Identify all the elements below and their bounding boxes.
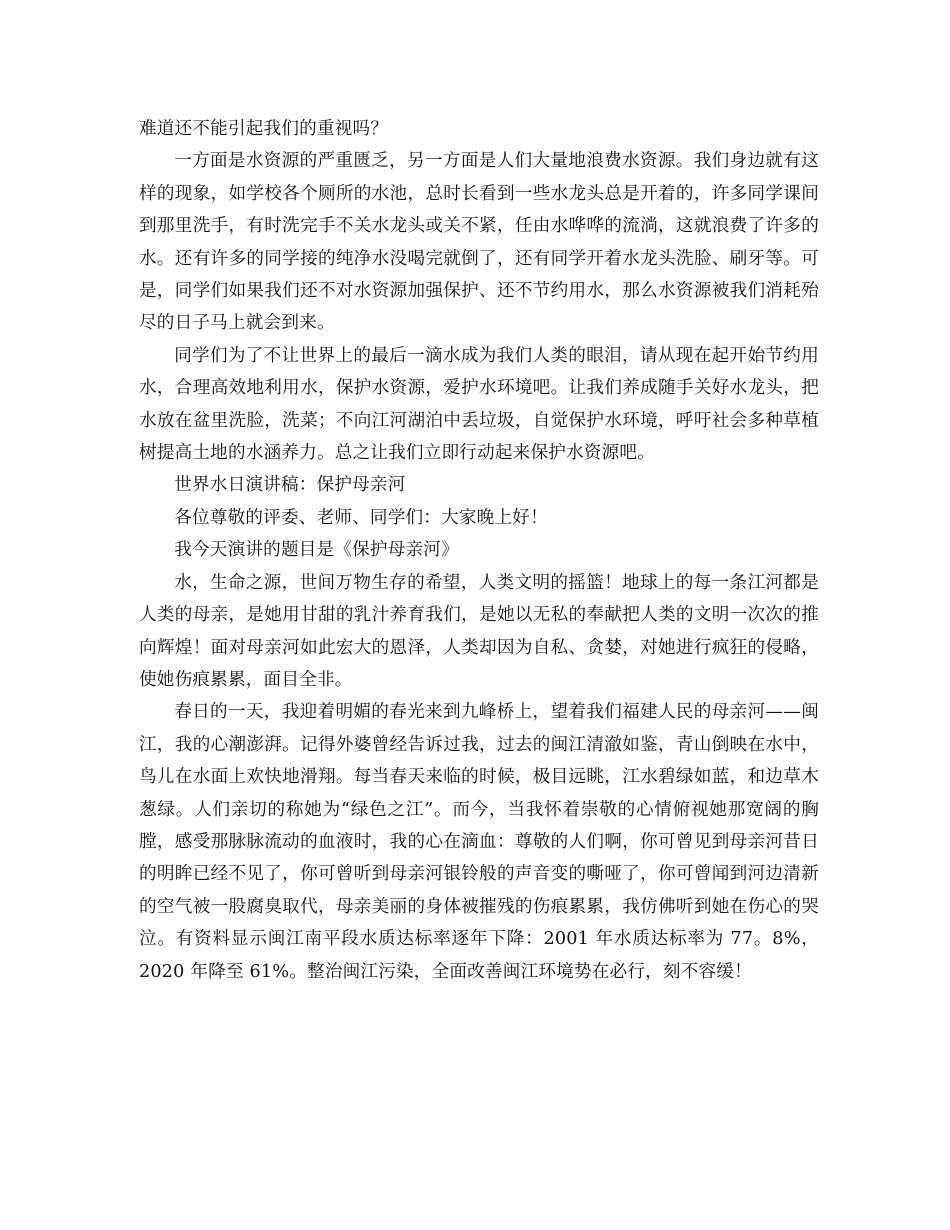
speech-greeting: 各位尊敬的评委、老师、同学们：大家晚上好！ bbox=[174, 507, 548, 528]
paragraph-save-water-call: 同学们为了不让世界上的最后一滴水成为我们人类的眼泪，请从现在起开始节约用水，合理高效地利用水，保护水资源，爱护水环境吧。让我们养成随手关好水龙头，把水放在盆里洗脸，洗菜；不向江河湖泊中丢垃圾，自觉保护水环境，呼吁社会多种草植树提高土地的水涵养力。总之让我们立即行动起来保护水资源吧。 bbox=[139, 345, 819, 464]
speech-title: 世界水日演讲稿：保护母亲河 bbox=[174, 475, 406, 496]
paragraph-water-waste: 一方面是水资源的严重匮乏，另一方面是人们大量地浪费水资源。我们身边就有这样的现象，如学校各个厕所的水池，总时长看到一些水龙头总是开着的，许多同学课间到那里洗手，有时洗完手不关水龙头或关不紧，任由水哗哗的流淌，这就浪费了许多的水。还有许多的同学接的纯净水没喝完就倒了，还有同学开着水龙头洗脸、刷牙等。可是，同学们如果我们还不对水资源加强保护、还不节约用水，那么水资源被我们消耗殆尽的日子马上就会到来。 bbox=[139, 151, 819, 334]
paragraph-minjiang-river: 春日的一天，我迎着明媚的春光来到九峰桥上，望着我们福建人民的母亲河——闽江，我的心潮澎湃。记得外婆曾经告诉过我，过去的闽江清澈如鉴，青山倒映在水中，鸟儿在水面上欢快地滑翔。每当春天来临的时候，极目远眺，江水碧绿如蓝，和边草木葱绿。人们亲切的称她为“绿色之江”。而今，当我怀着崇敬的心情俯视她那宽阔的胸膛，感受那脉脉流动的血液时，我的心在滴血：尊敬的人们啊，你可曾见到母亲河昔日的明眸已经不见了，你可曾听到母亲河银铃般的声音变的嘶哑了，你可曾闻到河边清新的空气被一股腐臭取代，母亲美丽的身体被摧残的伤痕累累，我仿佛听到她在伤心的哭泣。有资料显示闽江南平段水质达标率逐年下降：2001 年水质达标率为 77。8%，2020 年降至 61%。整治闽江污染，全面改善闽江环境势在必行，刻不容缓！ bbox=[139, 702, 819, 982]
paragraph-closing-question: 难道还不能引起我们的重视吗？ bbox=[139, 119, 389, 139]
speech-topic: 我今天演讲的题目是《保护母亲河》 bbox=[174, 540, 459, 561]
paragraph-water-source-of-life: 水，生命之源，世间万物生存的希望，人类文明的摇篮！地球上的每一条江河都是人类的母亲，是她用甘甜的乳汁养育我们，是她以无私的奉献把人类的文明一次次的推向辉煌！面对母亲河如此宏大的恩泽，人类却因为自私、贪婪，对她进行疯狂的侵略，使她伤痕累累，面目全非。 bbox=[139, 572, 819, 690]
document-body bbox=[139, 113, 819, 988]
